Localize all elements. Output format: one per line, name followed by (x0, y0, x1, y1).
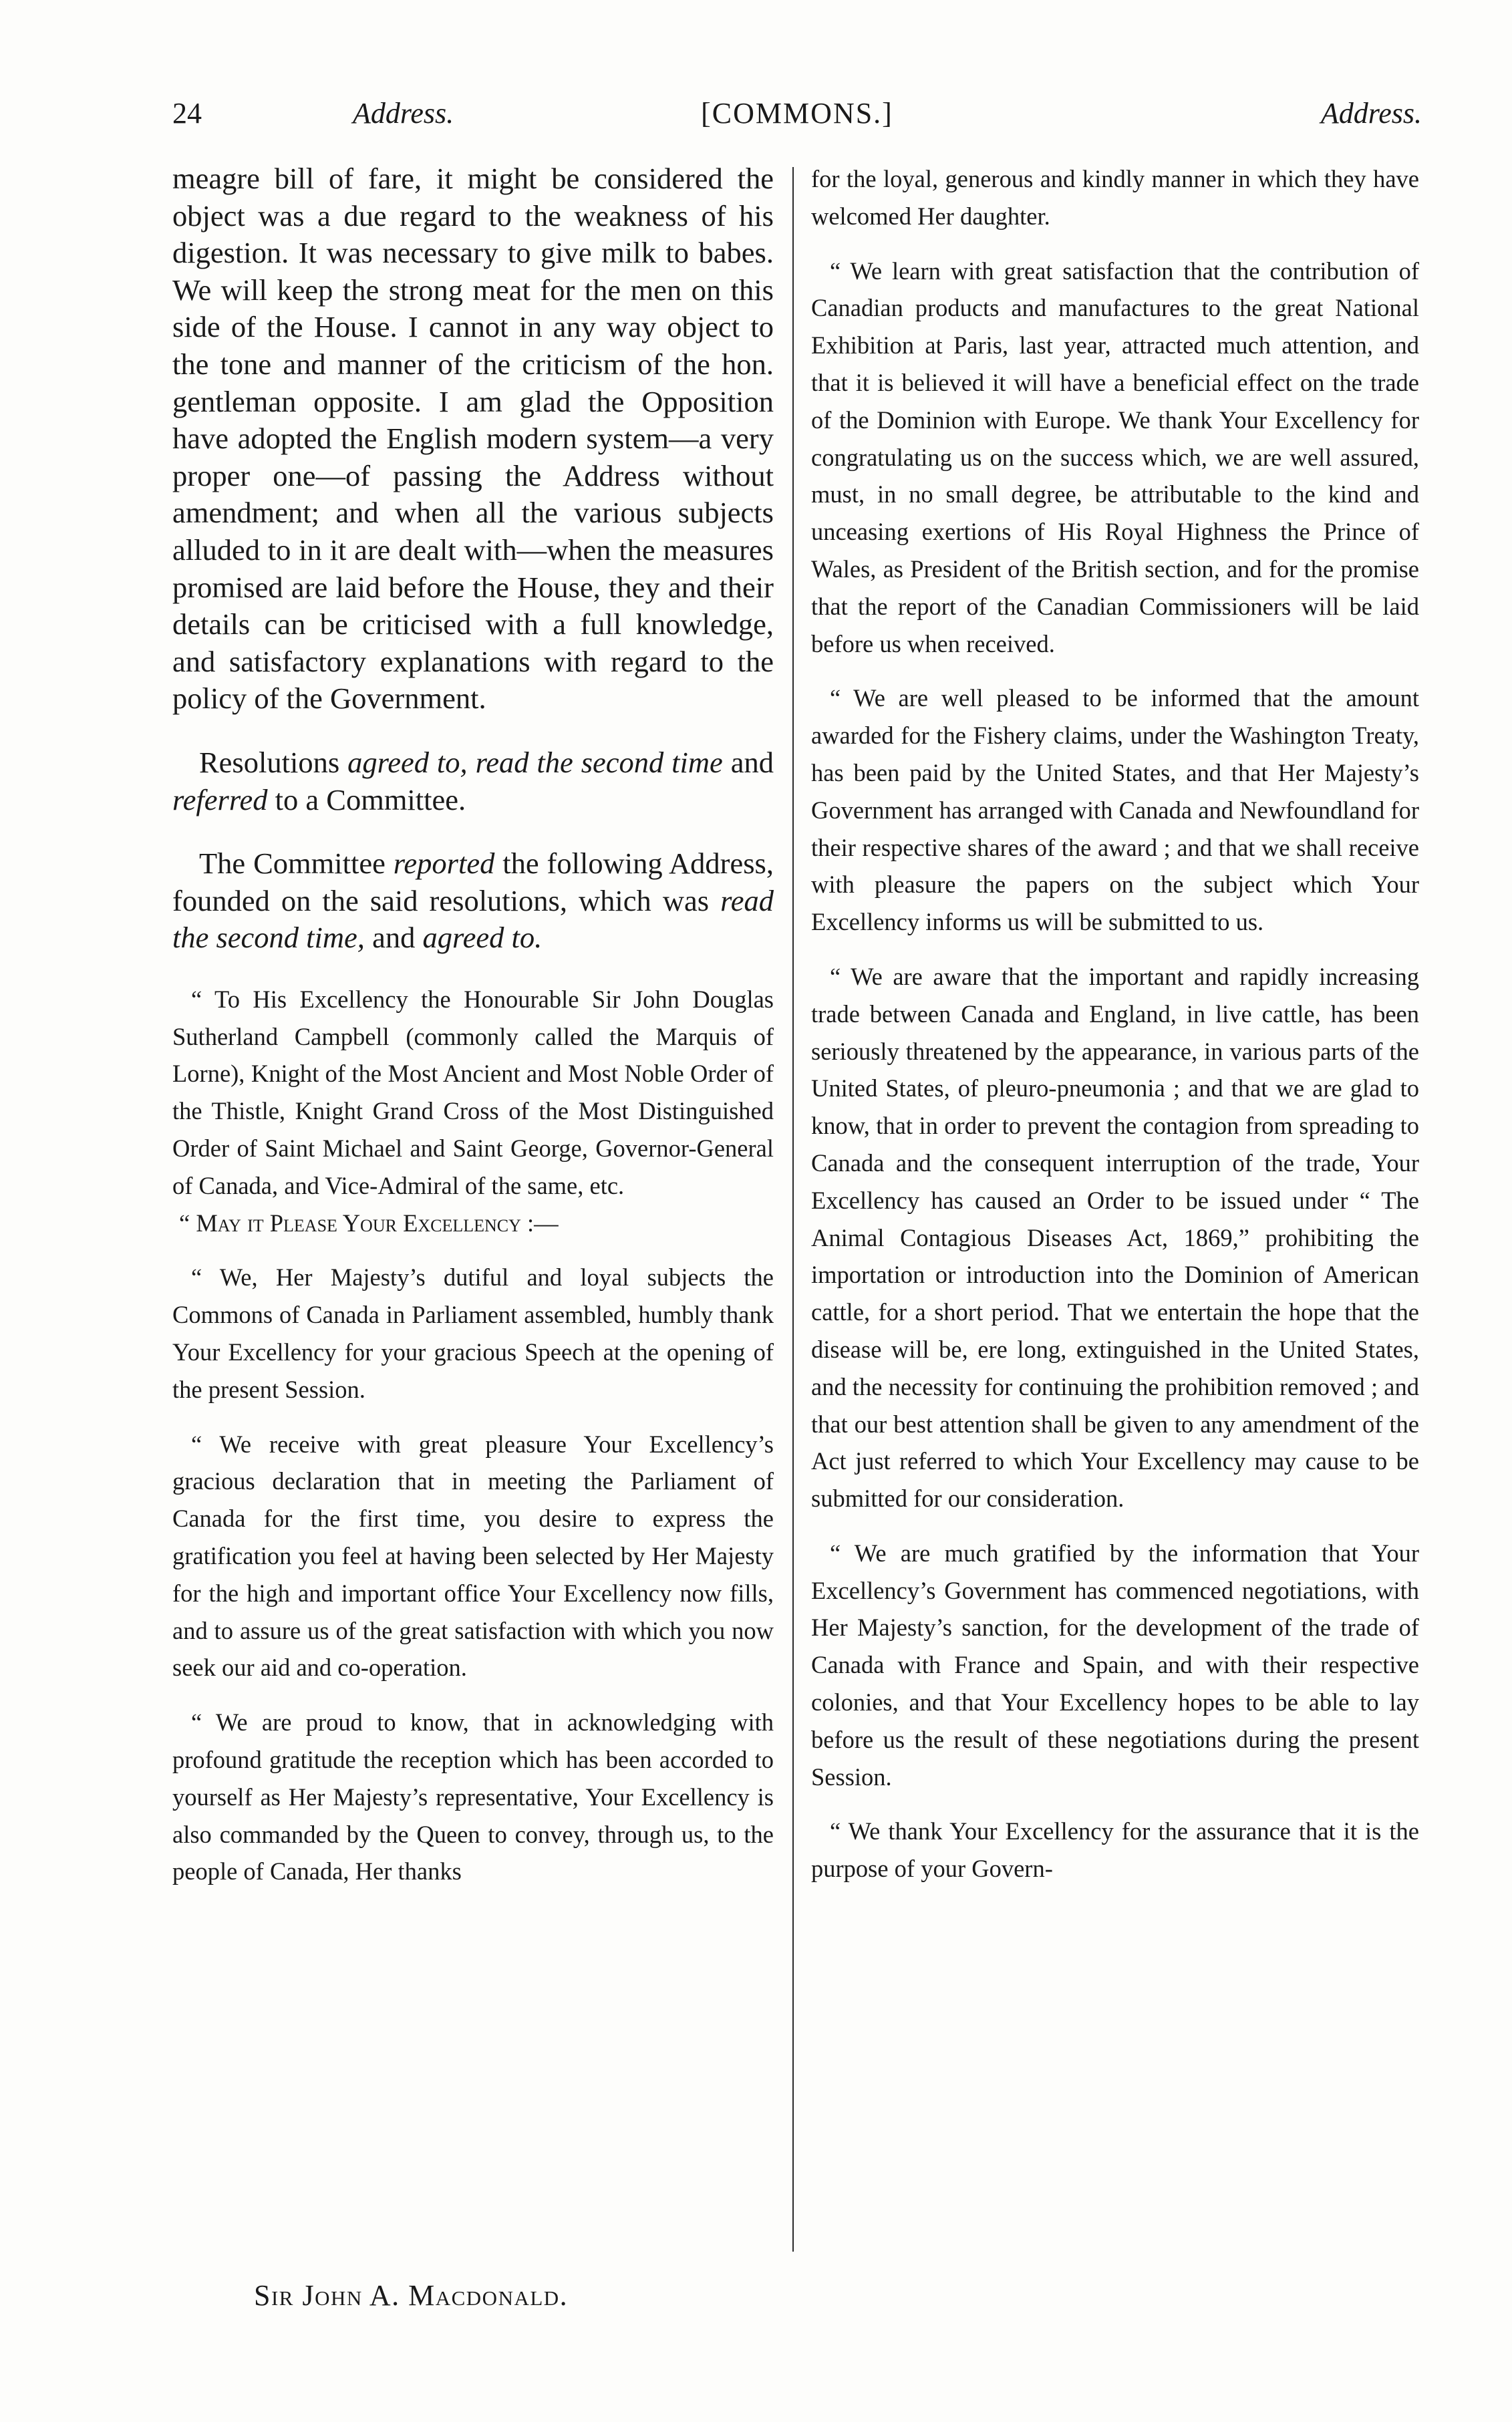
left-column (172, 160, 774, 1890)
address-salutation: “ May it Please Your Excellency :— (179, 1209, 559, 1237)
page-number: 24 (172, 97, 202, 130)
address-paragraph: “ We, Her Majesty’s dutiful and loyal subjects the Commons of Canada in Parliament assembled, humbly thank Your Excellency for your gracious Speech at the opening of the present Session. (172, 1263, 774, 1403)
column-divider (792, 167, 794, 2252)
chamber-heading: [COMMONS.] (701, 97, 893, 130)
running-head-right: Address. (1320, 97, 1422, 130)
address-paragraph: “ We receive with great pleasure Your Excellency’s gracious declaration that in meeting the Parliament of Canada for the first time, you desire to express the gratification you feel at having been selected by Her Majesty for the high and important office Your Excellency now fills, and to assure us of the great satisfaction with which you now seek our aid and co-operation. (172, 1430, 774, 1682)
address-paragraph: “ We are proud to know, that in acknowledging with profound gratitude the reception which has been accorded to yourself as Her Majesty’s representative, Your Excellency is also commanded by the Queen to convey, through us, to the people of Canada, Her thanks (172, 1708, 774, 1885)
address-paragraph: “ We learn with great satisfaction that the contribution of Canadian products and manufactures to the great National Exhibition at Paris, last year, attracted much attention, and that it is believed it will have a beneficial effect on the trade of the Dominion with Europe. We thank Your Excellency for congratulating us on the success which, we are well assured, must, in no small degree, be attributable to the kind and unceasing exertions of His Royal Highness the Prince of Wales, as President of the British section, and for the promise that the report of the Canadian Commissioners will be laid before us when received. (811, 257, 1419, 657)
running-head-left: Address. (353, 97, 454, 130)
speaker-signature: Sir John A. Macdonald. (254, 2279, 569, 2312)
address-text-left (172, 981, 774, 1890)
address-paragraph: for the loyal, generous and kindly manner in which they have welcomed Her daughter. (811, 165, 1419, 230)
address-recipient: “ To His Excellency the Honourable Sir John Douglas Sutherland Campbell (commonly called the Marquis of Lorne), Knight of the Most Ancient and Most Noble Order of the Thistle, Knight Grand Cross of the Most Distinguished Order of Saint Michael and Saint George, Governor-General of Canada, and Vice-Admiral of the same, etc. (172, 985, 774, 1199)
address-paragraph: “ We are aware that the important and rapidly increasing trade between Canada and England, in live cattle, has been seriously threatened by the appearance, in various parts of the United States, of pleuro-pneumonia ; and that we are glad to know, that in order to prevent the contagion from spreading to Canada and the consequent interruption of the trade, Your Excellency has caused an Order to be issued under “ The Animal Contagious Diseases Act, 1869,” prohibiting the importation or introduction into the Dominion of American cattle, for a short period. That we entertain the hope that the disease will be, ere long, extinguished in the United States, and the necessity for continuing the prohibition removed ; and that our best attention shall be given to any amendment of the Act just referred to which Your Excellency may cause to be submitted for our consideration. (811, 962, 1419, 1513)
page-header (172, 90, 1422, 137)
right-column (811, 160, 1419, 1887)
address-paragraph: “ We are much gratified by the information that Your Excellency’s Government has commenced negotiations, with Her Majesty’s sanction, for the development of the trade of Canada with France and Spain, and with their respective colonies, and that Your Excellency hopes to be able to lay before us the result of these negotiations during the present Session. (811, 1539, 1419, 1791)
speech-continuation: meagre bill of fare, it might be considered the object was a due regard to the weakness of his digestion. It was necessary to give milk to babes. We will keep the strong meat for the men on this side of the House. I cannot in any way object to the tone and manner of the criticism of the hon. gentleman opposite. I am glad the Opposition have adopted the English modern system—a very proper one—of passing the Address without amendment; and when all the various subjects alluded to in it are dealt with—when the measures promised are laid before the House, they and their details can be criticised with a full knowledge, and satisfactory explanations with regard to the policy of the Government. (172, 162, 774, 716)
address-paragraph: “ We thank Your Excellency for the assurance that it is the purpose of your Govern- (811, 1817, 1419, 1883)
address-text-right (811, 160, 1419, 1887)
address-paragraph: “ We are well pleased to be informed that the amount awarded for the Fishery claims, under the Washington Treaty, has been paid by the United States, and that Her Majesty’s Government has arranged with Canada and Newfoundland for their respective shares of the award ; and that we shall receive with pleasure the papers on the subject which Your Excellency informs us will be submitted to us. (811, 684, 1419, 936)
resolutions-note: Resolutions agreed to, read the second time and referred to a Committee. (172, 745, 774, 816)
committee-note: The Committee reported the following Address, founded on the said resolutions, which was read the second time, and agreed to. (172, 847, 774, 955)
speech-block (172, 160, 774, 957)
